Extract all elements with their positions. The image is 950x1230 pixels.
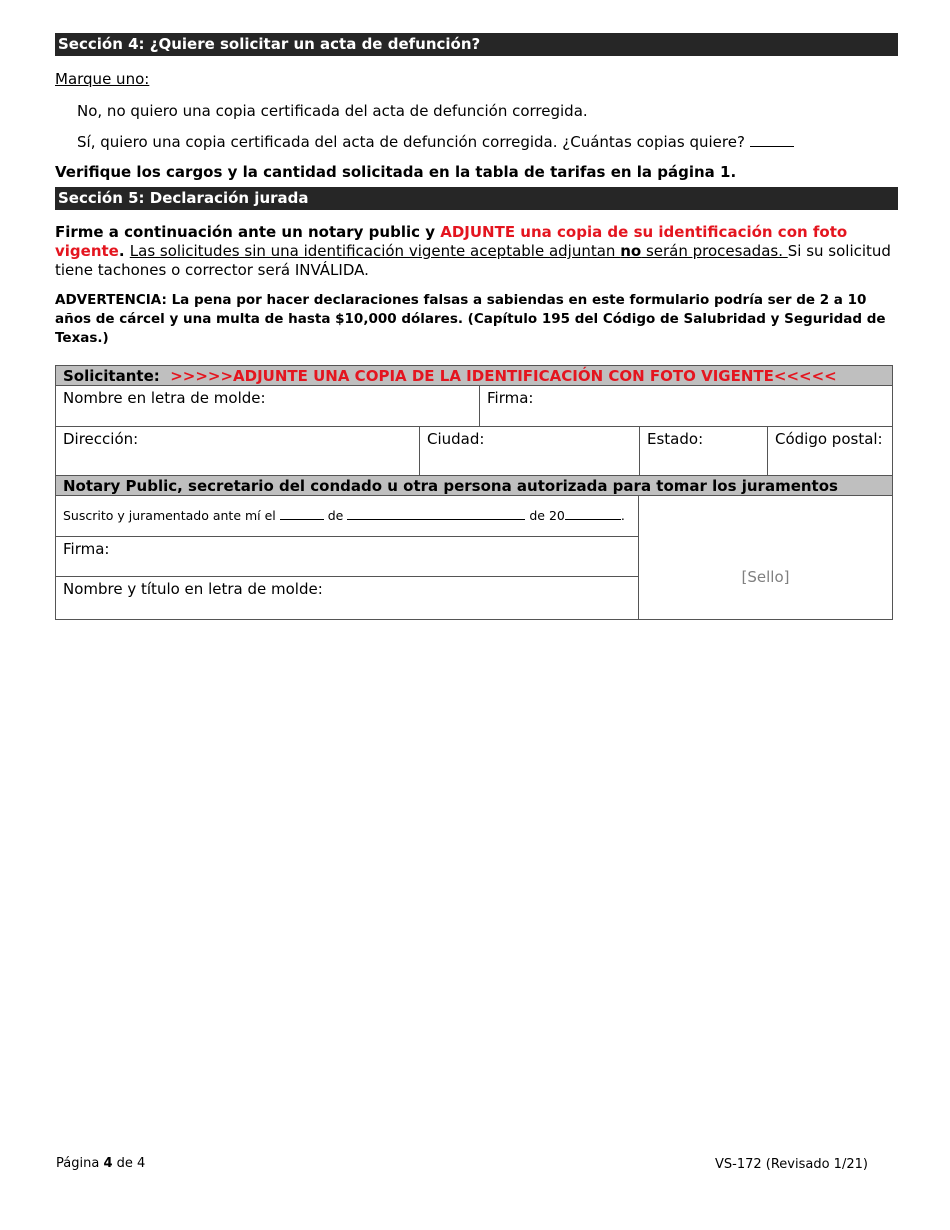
zip-field[interactable] xyxy=(767,427,892,475)
attach-id-banner: >>>>>ADJUNTE UNA COPIA DE LA IDENTIFICACIÓN CON FOTO VIGENTE<<<<< xyxy=(170,367,837,385)
attach-id-red: ADJUNTE una copia de su identificación con foto vigente xyxy=(55,223,848,260)
notary-signature-field[interactable] xyxy=(56,537,638,577)
applicant-row-2 xyxy=(56,427,892,476)
notary-name-title-label: Nombre y título en letra de molde: xyxy=(63,580,323,598)
sworn-line: Suscrito y juramentado ante mí el de de 20 . xyxy=(56,496,638,537)
applicant-label: Solicitante: xyxy=(63,367,160,385)
applicant-name-field[interactable] xyxy=(56,386,479,426)
sworn-day-field[interactable] xyxy=(280,509,324,520)
notary-name-title-field[interactable] xyxy=(56,577,638,617)
sworn-text-a: Suscrito y juramentado ante mí el xyxy=(63,508,276,523)
form-page xyxy=(55,33,898,598)
address-field[interactable] xyxy=(56,427,419,475)
address-label: Dirección: xyxy=(63,430,139,448)
mark-one-label: Marque uno: xyxy=(55,70,150,88)
state-field[interactable] xyxy=(639,427,767,475)
city-field[interactable] xyxy=(419,427,639,475)
sworn-text-c: de 20 xyxy=(529,508,565,523)
page-prefix: Página xyxy=(56,1156,104,1171)
para-u1: Las solicitudes sin una identificación vigente aceptable adjuntan xyxy=(129,242,621,260)
notary-signature-label: Firma: xyxy=(63,540,110,558)
affidavit-table xyxy=(55,365,893,620)
section-5-header: Sección 5: Declaración jurada xyxy=(55,187,898,210)
applicant-header xyxy=(56,366,892,386)
option-no-copy[interactable]: No, no quiero una copia certificada del acta de defunción corregida. xyxy=(77,102,588,120)
state-label: Estado: xyxy=(647,430,704,448)
warning-text: ADVERTENCIA: La pena por hacer declaraciones falsas a sabiendas en este formulario podría ser de 2 a 10 años de cárcel y una multa de hasta $10,000 dólares. (Capítulo 195 del Código de Salubridad y Seguridad de Texas.) xyxy=(55,292,886,346)
para-u2: serán procesadas. xyxy=(641,242,788,260)
page-number xyxy=(56,1156,145,1171)
applicant-signature-field[interactable] xyxy=(479,386,892,426)
city-label: Ciudad: xyxy=(427,430,485,448)
para-dot: . xyxy=(118,242,130,260)
notary-fields xyxy=(56,496,639,619)
sworn-year-field[interactable] xyxy=(565,509,621,520)
applicant-signature-label: Firma: xyxy=(487,389,534,407)
copies-count-field[interactable] xyxy=(750,134,794,147)
applicant-row-1 xyxy=(56,386,892,427)
page-suffix: de 4 xyxy=(112,1156,146,1171)
sworn-month-field[interactable] xyxy=(347,509,525,520)
verify-fees-note: Verifique los cargos y la cantidad solicitada en la tabla de tarifas en la página 1. xyxy=(55,163,737,181)
zip-label: Código postal: xyxy=(775,430,883,448)
para-a: Firme a continuación ante un notary public y xyxy=(55,223,441,241)
applicant-name-label: Nombre en letra de molde: xyxy=(63,389,266,407)
notary-header: Notary Public, secretario del condado u otra persona autorizada para tomar los juramentos xyxy=(56,476,892,496)
notary-body xyxy=(56,496,892,619)
para-end: Si su solicitud tiene tachones o corrector será INVÁLIDA. xyxy=(55,242,891,279)
para-no: no xyxy=(620,242,642,260)
section-4-header: Sección 4: ¿Quiere solicitar un acta de defunción? xyxy=(55,33,898,56)
seal-label: [Sello] xyxy=(741,567,790,586)
option-yes-text: Sí, quiero una copia certificada del acta de defunción corregida. ¿Cuántas copias quiere? xyxy=(77,133,745,151)
page-num: 4 xyxy=(103,1156,113,1171)
seal-area xyxy=(639,496,892,619)
sworn-text-b: de xyxy=(327,508,344,523)
form-id: VS-172 (Revisado 1/21) xyxy=(715,1157,868,1172)
option-yes-copy[interactable] xyxy=(77,133,898,151)
instructions-paragraph xyxy=(55,223,898,280)
